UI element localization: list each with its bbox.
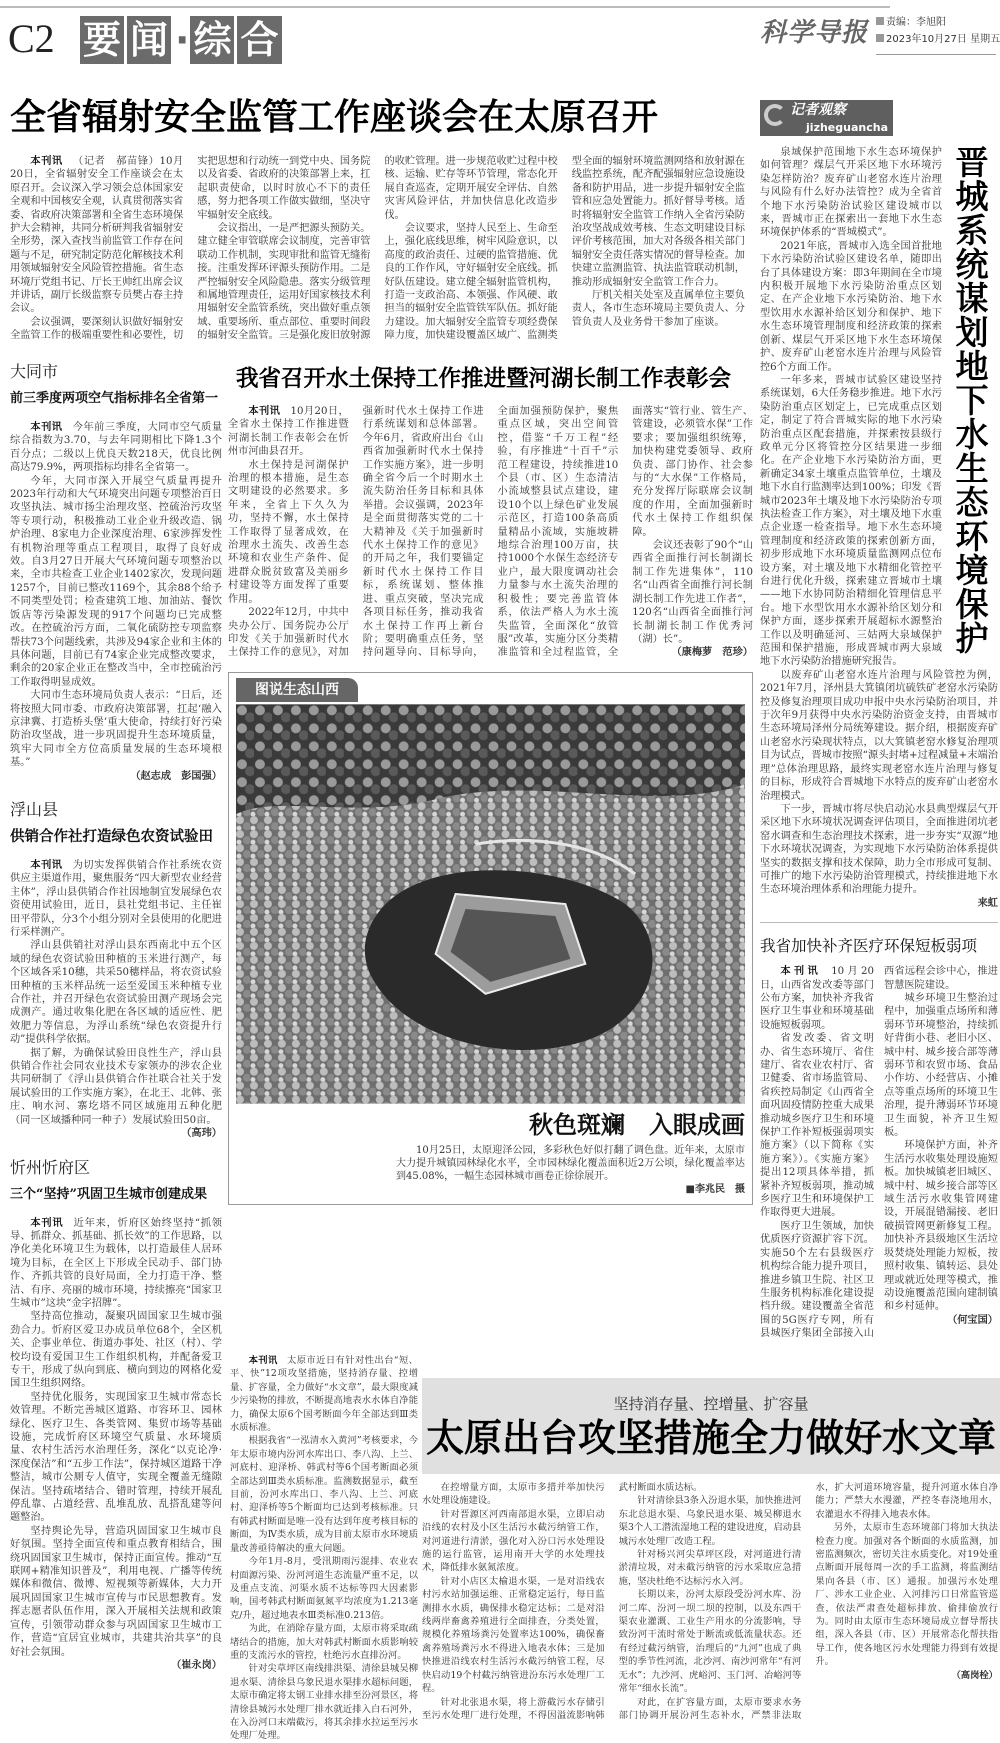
photo-credit: ■李兆民 摄	[685, 1183, 745, 1195]
paragraph: 会议强调，要深刻认识做好辐射安全监管工作的极端重要性和必要性，切实把思想和行动统一到党中央、国务院以及省委、省政府的决策部署上来，扛起职责使命，以时时放心不下的责任感，努力把各项工作做实做细，坚决守牢辐射安全底线。	[10, 156, 371, 342]
paragraph: 下一步，晋城市将尽快启动沁水县典型煤层气开采区地下水环境状况调查评估项目，全面推进闭坑老窑水调查和生态治理技术探索，进一步夯实“双源”地下水环境状况调查，为实现地下水污染防治体系提供坚实的数据支撑和技术保障，助力全市形成可复制、可推广的地下水污染防治管理模式，持续推进地下水生态环境治理体系和治理能力提升。	[760, 803, 998, 896]
lead-headline: 全省辐射安全监管工作座谈会在太原召开	[10, 97, 659, 138]
paragraph: 以废弃矿山老窑水连片治理与风险管控为例，2021年7月，泽州县大箕镇闭坑硫铁矿老窑水污染防控及修复治理项目成功申报中央水污染防治项目，并于次年9月获得中央水污染防治资金支持，由晋城市生态环境局泽州分局统筹建设。据介绍，根据废弃矿山老窑水污染现状特点，以大箕镇老窑水修复治理项目为试点，晋城市按照“源头封堵+过程减量+末端治理”总体治理思路，最终实现老窑水连片治理与修复的目标，形成符合晋城地下水特点的废弃矿山老窑水治理模式。	[760, 669, 998, 802]
badge-en: jizheguancha	[806, 121, 888, 134]
kicker: 本刊讯	[30, 155, 63, 167]
kicker: 本刊讯	[30, 1216, 64, 1229]
editor-info	[876, 14, 1000, 55]
article-body	[10, 859, 222, 1141]
place-label: 忻州忻府区	[10, 1157, 91, 1177]
section-char: 要	[80, 16, 124, 64]
paragraph: 针对晋源区河西南部退水渠，立即启动沿线的农村及小区生活污水截污纳管工作，对河道进行清淤，强化对入汾口污水处理设施的运行监管，运用南开大学的水处理技术，降低排水氨氮浓度。	[422, 1508, 605, 1574]
paragraph: 泉域保护范围地下水生态环境保护如何管理？煤层气开采区地下水环境污染怎样防治？废弃矿山老窑水连片治理与风险有什么好办法管控？成为全省首个地下水污染防治试验区建设城市以来，晋城市正在探索出一套地下水生态环境保护体系的“晋城模式”。	[760, 147, 942, 239]
medical-body	[760, 965, 998, 1340]
byline: （赵志成 彭国强）	[130, 769, 222, 782]
paragraph: 长期以来，汾河太原段受汾河水库、汾河二库、汾河一坝二坝的控制，以及东西干渠农业灌溉、工业生产用水的分流影响，导致汾河干流时常处于断流或低流量状态。还有经过截污纳管，治理后的“九河”也成了典型的季节性河流，北沙河、南沙河常年“有河无水”；九沙河、虎峪河、玉门河、冶峪河等常年“细水长流”。	[618, 1589, 802, 1695]
info-rule	[876, 54, 996, 55]
jincheng-body	[760, 143, 998, 910]
paragraph: 省发改委、省文明办、省生态环境厅、省住建厅、省农业农村厅、省卫健委、省市场监管局、省疾控局制定《山西省全面巩固疫情防控重大成果推动城乡医疗卫生和环境保护工作补短板强弱项实施方案》（以下简称《实施方案》）。《实施方案》提出12项具体举措，抓紧补齐短板弱项，推动城乡医疗卫生和环境保护工作取得更大进展。	[760, 1033, 874, 1219]
byline: （高岗栓）	[951, 1669, 998, 1681]
taiyuan-cols	[422, 1481, 998, 1722]
paragraph	[10, 421, 222, 475]
photo-box	[228, 672, 753, 1205]
taiyuan-banner	[422, 1378, 1000, 1474]
paragraph	[228, 405, 349, 459]
section-char: 合	[237, 16, 281, 64]
article-headline: 三个“坚持”巩固卫生城市创建成果	[10, 1186, 207, 1202]
page-number: C2	[8, 16, 55, 61]
kicker: 本刊讯	[30, 421, 63, 433]
paragraph: 厅机关相关处室及直属单位主要负责人，各市生态环境局主要负责人、分管负责人及业务骨干参加了座谈。	[571, 290, 745, 328]
paragraph: 浮山县供销社对浮山县东西南北中五个区域的绿色农资试验田种植的玉米进行测产，每个区域各采10穗，共采50穗样品，将农资试验田种植的玉米样品统一运至爱国玉米种植专业合作社，并召开绿色农资试验田测产现场会完成测产。通过收集化肥在各区域的适应性、肥效肥力等信息，为浮山系统“绿色农资提升行动”提供科学依据。	[10, 940, 222, 1046]
article-headline: 供销合作社打造绿色农资试验田	[10, 827, 213, 845]
lead-body	[10, 155, 745, 343]
byline: （何宝国）	[947, 1313, 998, 1326]
paragraph: 环境保护方面，补齐生活污水收集处理设施短板。加快城镇老旧城区、城中村、城乡接合部等区域生活污水收集管网建设，开展混错漏接、老旧破损管网更新修复工程。加快补齐县级地区生活垃圾焚烧处理能力短板，按照村收集、镇转运、县处理或就近处理等模式，推动设施覆盖范围向建制镇和乡村延伸。	[884, 1140, 998, 1313]
paragraph: 一年多来，晋城市试验区建设坚持系统谋划，6大任务稳步推进。地下水污染防治重点区划定上，已完成重点区划定，制定了符合晋城实际的地下水污染防治重点区配套措施，并探索按县级行政单元分区将管控分区结果进一步细化。在产企业地下水污染防治方面，更新确定34家土壤重点监管单位，土壤及地下水自行监测率达到100%；印发《晋城市2023年土壤及地下水污染防治专项执法检查工作方案》，对土壤及地下水重点企业逐一检查指导。地下水生态环境管理制度和经济政策的探索创新方面，初步形成地下水环境质量监测网点位布设方案，对土壤及地下水精细化管控平台进行优化升级，探索建立晋城市土壤——地下水协同防治精细化管理信息平台。地下水型饮用水水源补给区划分和保护方面，逐步探索开展超标水源整治工作以及明确延河、三姑两大泉域保护范围和保护措施，形成晋城市两大泉域地下水污染防治措施研究报告。	[760, 374, 942, 668]
paragraph-text: 太原市近日有针对性出台“短、平、快”12项攻坚措施，坚持消存量、控增量、扩容量，全力做好“水文章”，最大限度减少污染物的排放，不断提高地表水水体自净能力，确保太原6个国考断面今年全部达到Ⅲ类水质标准。	[230, 1355, 418, 1434]
paragraph: 针对杨兴河尖草坪区段，对河道进行清淤清垃圾，对未截污纳管的污水采取应急措施，坚决杜绝不达标污水入河。	[618, 1549, 802, 1587]
paragraph: 2021年底，晋城市入选全国首批地下水污染防治试验区建设名单，随即出台了具体建设方案：即3年期间在全市境内积极开展地下水污染防治重点区划定、在产企业地下水污染防治、地下水型饮用水水源补给区划分和保护、地下水生态环境管理制度和经济政策的探索创新、煤层气开采区地下水生态环境保护、废弃矿山老窑水连片治理与风险管控6个方面工作。	[760, 240, 942, 373]
left-column	[10, 361, 222, 1688]
vertical-headline: 晋城系统谋划地下水生态环境保护	[955, 143, 989, 658]
paragraph: 另外，太原市生态环境部门将加大执法检查力度。加强对各个断面的水质监测，加密监测频次，密切关注水质变化。对19处重点断面开展每周一次的手工监测，将监测结果向各县（市、区）通报。加强污水处理厂、涉水工业企业、入河排污口日常监管巡查，依法严肃查处超标排放、偷排偷放行为。同时由太原市生态环境局成立督导帮扶组，深入各县（市、区）开展常态化帮扶指导工作，使各地区污水处理能力得到有效提升。	[815, 1522, 998, 1668]
paragraph: 针对小店区太榆退水渠，一是对沿线农村污水站加强运维、正常稳定运行，每日监测排水水质，确保排水稳定达标；二是对沿线两岸畜禽养殖进行全面排查，分类处置，规模化养殖场粪污处置率达100%，确保畜禽养殖场粪污水不得进入地表水体；三是加快推进沿线农村生活污水截污纳管工程，尽快启动19个村截污纳管进汾东污水处理厂工程。	[422, 1575, 605, 1695]
paragraph: 2022年12月，中共中央办公厅、国务院办公厅印发《关于加强新时代水土保持工作的意见》，对加强新时代水土保持工作进行系统谋划和总体部署。今年6月，省政府出台《山西省加强新时代水土保持工作实施方案》，进一步明确全省今后一个时期水土流失防治任务目标和具体举措。会议强调，2023年是全面贯彻落实党的二十大精神及《关于加强新时代水土保持工作的意见》的开局之年，我们要锚定新时代水土保持工作目标，系统谋划、整体推进、重点突破，坚决完成各项目标任务，推动我省水土保持工作再上新台阶；要明确重点任务，坚持问题导向、目标导向，全面加强预防保护，聚焦重点区域，突出空间管控，借鉴“千万工程”经验，有序推进“十百千”示范工程建设，持续推进10个县（市、区）生态清洁小流域整县试点建设，建设10个以上绿色矿业发展示范区，打造100条高质量精品小流域，实施坡耕地综合治理100万亩，扶持1000个水保生态经济专业户，最大限度调动社会力量参与水土流失治理的积极性；要完善监管体系，依法严格人为水土流失监管，全面深化“放管服”改革，实施分区分类精准监管和全过程监管，全面落实“管行业、管生产、管建设，必须管水保”工作要求；要加强组织统筹，加快构建党委领导、政府负责、部门协作、社会参与的“大水保”工作格局，充分发挥厅际联席会议制度的作用，全面加强新时代水土保持工作组织保障。	[228, 406, 753, 659]
photo-tab: 图说生态山西	[236, 678, 358, 702]
photo-caption	[396, 1144, 745, 1196]
badge-swoosh-icon	[764, 104, 786, 126]
kicker: 本刊讯	[248, 1355, 278, 1366]
paragraph: 水土保持是河湖保护治理的根本措施，是生态文明建设的必然要求。多年来，全省上下久久为功，坚持不懈，水土保持工作取得了显著成效，在治理水土流失、改善生态环境和农业生产条件、促进群众脱贫致富及美丽乡村建设等方面发挥了重要作用。	[228, 459, 349, 605]
datong-section	[10, 361, 222, 783]
kicker: 本刊讯	[30, 858, 63, 871]
taiyuan-col-left	[230, 1354, 418, 1743]
byline: （崔永岗）	[171, 1658, 222, 1671]
paragraph	[10, 859, 222, 939]
byline: （高玮）	[181, 1127, 222, 1140]
byline: （康梅萝 范珍）	[671, 646, 753, 659]
right-sidebar	[760, 100, 998, 1341]
paragraph: 坚持高位推动，凝聚巩固国家卫生城市强劲合力。忻府区爱卫办成员单位68个，全区机关、企事业单位、街道办事处、社区（村）、学校均设有爱国卫生工作组织机构，并配备爱卫专干，形成了纵向到底、横向到边的网格化爱国卫生组织网络。	[10, 1311, 222, 1390]
section-title	[80, 16, 285, 64]
paragraph-text: 今年前三季度，大同市空气质量综合指数为3.70，与去年同期相比下降1.3个百分点；二级以上优良天数218天，优良比例高达79.9%，两项指标均排名全省第一。	[10, 422, 223, 474]
banner-headline: 太原出台攻坚措施全力做好水文章	[425, 1416, 996, 1460]
paragraph: 据了解，为确保试验田良性生产，浮山县供销合作社会同农业技术专家领办的涉农企业共同研制了《浮山县供销合作社联合社关于发展试验田的工作实施方案》，在北王、北韩、张庄、响水河、寨圪塔不同区域施用五种化肥（同一区域播种同一种子）发展试验田50亩。	[10, 1047, 222, 1126]
fushan-section	[10, 799, 222, 1141]
sidebar-divider	[760, 922, 998, 923]
paragraph-text: 10月20日，全省水土保持工作推进暨河湖长制工作表彰会在忻州市河曲县召开。	[228, 406, 349, 458]
paragraph: 会议还表彰了90个“山西省全面推行河长制湖长制工作先进集体”，110名“山西省全面推行河长制湖长制工作先进工作者”，120名“山西省全面推行河长制湖长制工作优秀河（湖）长”。	[632, 540, 753, 645]
place-label: 浮山县	[10, 799, 59, 819]
soil-headline: 我省召开水土保持工作推进暨河湖长制工作表彰会	[236, 366, 732, 392]
byline: 来虹	[977, 896, 998, 909]
paragraph: 今年，大同市深入开展空气质量再提升2023年行动和大气环境突出问题专项整治百日攻坚执法、城市扬尘治理攻坚、控硫治污攻坚等专项行动，积极推动工业企业升级改造、锅炉治理、8家电力企业深度治理、6家涉挥发性有机物治理等重点工程项目，取得了良好成效。自3月27日开展大气环境问题专项整治以来，全市共检查工业企业1402家次，发现问题1257个，目前已整改1169个，其余88个给予不同类型处罚；检查建筑工地、加油站、餐饮饭店等污染源发现的917个问题均已完成整改。在控硫治污方面，二氧化硫防控专项监察帮扶73个问题线索，共涉及94家企业和主体的具体问题，目前已有74家企业完成整改要求，剩余的20家企业正在整改当中，全市控硫治污工作取得明显成效。	[10, 475, 222, 688]
place-label: 大同市	[10, 362, 59, 381]
issue-date: 2023年10月27日 星期五	[886, 34, 1000, 45]
paragraph: 针对清徐县3条入汾退水渠，加快推进河东北总退水渠、乌象民退水渠、城吴柳退水渠3个人工潜流湿地工程的建设进度，启动县城污水处理厂改造工程。	[618, 1495, 802, 1547]
paragraph: 对此，在扩容量方面，太原市要求水务部门协调开展汾河生态补水，严禁非法取水，扩大河道环境容量，提升河道水体自净能力；严禁大水漫灌，严控冬春浇地用水，农灌退水不得排入地表水体。	[618, 1482, 998, 1721]
newspaper-logo: 科学导报	[760, 18, 869, 48]
section-char: ·	[175, 18, 190, 62]
paragraph: 针对尖草坪区南线排洪渠、清徐县城吴柳退水渠、清徐县乌象民退水渠排水超标问题，太原市确定将太钢工业排水排至汾河景区，将清徐县城污水处理厂排水就近排入白石河外，在入汾河口末端截污，将其余排水拉运至污水处理厂处理。	[230, 1663, 418, 1742]
soil-body	[228, 405, 753, 660]
paragraph-text: （记者 郝苗锋）10月20日，全省辐射安全工作座谈会在太原召开。会议深入学习领会总体国家安全观和中国核安全观，认真贯彻落实省委、省政府决策部署和全省生态环境保护大会精神，共同分析研判我省辐射安全形势，深入查找当前监管工作存在问题与不足，研究制定防范化解核技术利用领域辐射安全风险管控措施。省生态环境厅党组书记、厅长王帅红出席会议并讲话，副厅长级监察专员樊占春主持会议。	[10, 156, 184, 315]
bullet-square-icon	[876, 34, 884, 42]
paragraph-text: 为切实发挥供销合作社系统农资供应主渠道作用，聚焦服务“四大新型农业经营主体”，浮山县供销合作社因地制宜发展绿色农资使用试验田，近日，县社党组书记、主任崔田平带队，分3个小组分别对全县使用的化肥进行采样测产。	[10, 859, 223, 938]
top-rule	[0, 6, 890, 8]
paragraph: 医疗卫生领域，加快优质医疗资源扩容下沉。实施50个左右县级医疗机构综合能力提升项目，推进乡镇卫生院、社区卫生服务机构标准化建设提档升级。建设覆盖全省范围的5G医疗专网，所有县城医疗集团全部接入山西省远程会诊中心，推进智慧医院建设。	[760, 966, 998, 1340]
paragraph: 在控增量方面，太原市多措并举加快污水处理设施建设。	[422, 1482, 605, 1507]
paragraph: 为此，在消除存量方面，太原市将采取疏堵结合的措施，加大对韩武村断面水质影响较重的支流污水的管控，杜绝污水直排汾河。	[230, 1623, 418, 1661]
kicker: 本刊讯	[780, 965, 821, 978]
paragraph	[230, 1354, 418, 1434]
paragraph	[10, 1217, 222, 1311]
paragraph: 坚持舆论先导，营造巩固国家卫生城市良好氛围。坚持全面宣传和重点教育相结合，围绕巩固国家卫生城市，保持正面宣传。推动“互联网+精准知识普及”，利用电视、广播等传统媒体和微信、微博、短视频等新媒体，大力开展巩固国家卫生城市宣传与市民思想教育。发挥志愿者队伍作用，深入开展相关法规和政策宣传，引领带动群众参与巩固国家卫生城市工作，营造“宜居宜业城市，共建共治共享”的良好社会氛围。	[10, 1525, 222, 1658]
paragraph: 大同市生态环境局负责人表示：“日后，还将按照大同市委、市政府决策部署，扛起‘融入京津冀、打造桥头堡’重大使命，持续打好污染防治攻坚战，进一步巩固提升生态环境质量，筑牢大同市全方位高质量发展的生态环境根基。”	[10, 690, 222, 769]
paragraph	[760, 965, 874, 1032]
paragraph: 针对北张退水渠，将上游截污水存储引至污水处理厂进行处理，不得因溢流影响韩武村断面水质达标。	[422, 1482, 703, 1721]
editor-name: 责编：李旭阳	[886, 17, 946, 28]
paragraph: 会议要求，坚持人民至上、生命至上，强化底线思维，树牢风险意识，以高度的政治责任、过硬的监管措施、优良的工作作风，守好辐射安全底线。抓好队伍建设。建立健全辐射监管机构，打造一支政治高、本领强、作风硬、敢担当的辐射安全监管铁军队伍。抓好能力建设。加大辐射安全监管专项经费保障力度，加快建设覆盖区域广、监测类型全面的辐射环境监测网络和放射源在线监控系统，配齐配强辐射应急设施设备和防护用品，进一步提升辐射安全监管和应急处置能力。抓好督导考核。适时将辐射安全监管工作纳入全省污染防治攻坚战成效考核、生态文明建设目标评价考核范围，加大对各级各相关部门辐射安全责任落实情况的督导检查。加快建立监测监管、执法监管联动机制，推动形成辐射安全监管工作合力。	[384, 156, 745, 342]
medical-headline: 我省加快补齐医疗环保短板弱项	[760, 937, 978, 956]
paragraph: 会议指出，一是严把源头预防关。建立健全审管联席会议制度，完善审管联动工作机制，实现审批和监管无缝衔接。注重发挥环评源头预防作用。二是严控辐射安全风险隐患。落实分级管理和属地管理责任，运用好国家核技术利用辐射安全监管系统，突出做好重点领域、重要场所、重点部位、重要时间段的辐射安全监管。三是强化废旧放射源的收贮管理。进一步规范收贮过程中校核、运输、贮存等环节管理，常态化开展自查巡查，定期开展安全评估、自然灾害风险评估，并加快信息化改造步伐。	[197, 156, 558, 342]
kicker: 本刊讯	[248, 405, 281, 417]
paragraph	[10, 155, 183, 316]
paragraph: 坚持优化服务，实现国家卫生城市常态长效管理。不断完善城区道路、市容环卫、园林绿化、医疗卫生、各类管网、集贸市场等基础设施，完成忻府区环境空气质量、水环境质量、农村生活污水治理任务，深化“以克论净·深度保洁”和“五步工作法”，保持城区道路干净整洁，城市公厕专人值守，实现全覆盖无缝隙保洁。坚持疏堵结合、错时管理，持续开展乱停乱靠、占道经营、乱堆乱放、乱搭乱建等问题整治。	[10, 1391, 222, 1524]
banner-subtitle: 坚持消存量、控增量、扩容量	[613, 1395, 809, 1413]
bullet-square-icon	[876, 17, 884, 25]
section-char: 闻	[127, 16, 171, 64]
article-body	[10, 421, 222, 783]
paragraph-text: 近年来，忻府区始终坚持“抓领导、抓群众、抓基础、抓长效”的工作思路，以净化美化环境卫生为载体，以打造最佳人居环境为目标，在全区上下形成全民动手、部门协作、齐抓共管的良好局面，全力打造干净、整洁、有序、亮丽的城市环境，持续擦亮“国家卫生城市”这块“金字招牌”。	[10, 1217, 222, 1309]
paragraph: 根据我省“一泓清水入黄河”考核要求，今年太原市境内汾河水库出口、李八沟、上兰、河底村、迎泽桥、韩武村等6个国考断面必须全部达到Ⅲ类水质标准。监测数据显示，截至目前，汾河水库出口、李八沟、上兰、河底村、迎泽桥等5个断面均已达到考核标准。只有韩武村断面是唯一没有达到年度考核目标的断面，为Ⅳ类水质，成为目前太原市水环境质量改善亟待解决的重大问题。	[230, 1435, 418, 1554]
photo-title: 秋色斑斓 入眼成画	[529, 1109, 745, 1139]
park-photo	[236, 704, 745, 1104]
caption-text: 10月25日，太原迎泽公园，多彩秋色好似打翻了调色盘。近年来，太原市大力提升城镇园林绿化水平，全市园林绿化覆盖面积近2万公顷，绿化覆盖率达到45.08%，一幅生态园林城市画卷正徐徐展开。	[396, 1144, 745, 1182]
reporter-observation-badge	[760, 100, 893, 136]
paragraph: 今年1月-8月，受汛期雨污混排、农业农村面源污染、汾河河道生态流量严重不足，以及重点支流、河渠水质不达标等四大因素影响，国考韩武村断面氨氮平均浓度为1.213毫克/升，超过地表水Ⅲ类标准0.213倍。	[230, 1556, 418, 1621]
article-headline: 前三季度两项空气指标排名全省第一	[10, 391, 219, 406]
center-column	[228, 361, 753, 1205]
article-body	[10, 1217, 222, 1673]
paragraph-text: 10月20日，山西省发改委等部门公布方案，加快补齐我省医疗卫生事业和环境基础设施短板弱项。	[760, 966, 874, 1031]
section-char: 综	[190, 16, 234, 64]
badge-cn: 记者观察	[790, 102, 846, 118]
paragraph: 城乡环境卫生整治过程中，加强重点场所和薄弱环节环境整治，持续抓好背街小巷、老旧小区、城中村、城乡接合部等薄弱环节和农贸市场、食品小作坊、小经营店、小摊点等重点场所的环境卫生治理，提升薄弱环节环境卫生面貌，补齐卫生短板。	[884, 992, 998, 1139]
xinfu-section	[10, 1157, 222, 1673]
